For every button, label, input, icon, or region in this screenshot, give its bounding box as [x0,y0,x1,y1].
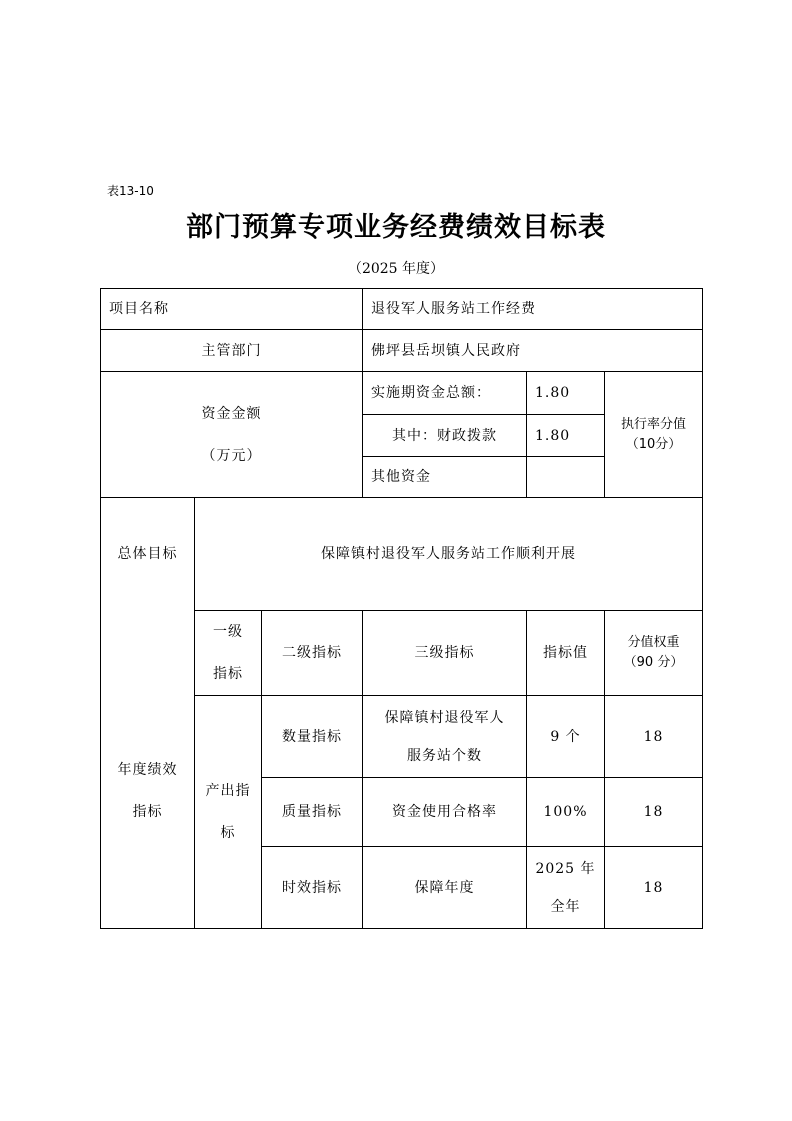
weight-cell: 18 [643,879,664,896]
indicator-value-cell [527,847,604,928]
total-funds-value: 1.80 [535,385,571,401]
weight-cell: 18 [643,804,664,820]
table-border-right [702,288,703,929]
level3-cell: 资金使用合格率 [392,804,497,820]
funds-label-line1: 资金金额 [201,405,262,422]
level2-cell: 数量指标 [282,728,342,745]
level3-header: 三级指标 [414,645,475,661]
table-border-bottom [100,928,703,929]
execution-rate-line2: （10分） [625,436,682,452]
table-code: 表13-10 [107,184,154,198]
overall-goal-value: 保障镇村退役军人服务站工作顺利开展 [321,546,576,562]
funds-label-line2: （万元） [201,447,262,464]
total-funds-label: 实施期资金总额： [371,385,491,401]
level3-line2: 服务站个数 [407,747,482,764]
weight-cell: 18 [643,728,664,745]
level1-header [195,611,261,695]
indicator-value-header: 指标值 [543,645,588,661]
other-funds-value [527,457,604,497]
other-funds-label: 其他资金 [371,469,431,485]
project-name-label: 项目名称 [109,301,169,317]
indicator-value-cell: 100% [543,804,588,820]
annual-indicators-line2: 指标 [132,803,163,820]
project-name-value: 退役军人服务站工作经费 [371,301,536,317]
annual-indicators-line1: 年度绩效 [117,761,178,778]
execution-rate-line1: 执行率分值 [620,416,686,432]
level2-cell: 时效指标 [282,879,342,896]
page-title: 部门预算专项业务经费绩效目标表 [186,212,606,243]
output-indicator-line2: 标 [220,825,236,841]
output-indicator-label [195,696,261,928]
level3-line1: 保障镇村退役军人 [384,709,505,726]
level3-cell: 保障年度 [414,879,475,896]
level1-header-line1: 一级 [213,624,243,640]
funds-label [101,372,362,497]
level2-header: 二级指标 [282,645,342,661]
indicator-value-cell: 9 个 [550,728,581,745]
weight-header [605,611,702,695]
weight-header-line1: 分值权重 [627,635,680,650]
weight-header-line2: （90 分） [623,655,684,670]
fiscal-funds-label: 其中：财政拨款 [392,427,497,444]
department-label: 主管部门 [201,342,262,359]
output-indicator-line1: 产出指 [205,783,251,799]
overall-goal-label: 总体目标 [117,546,178,562]
indicator-value-line1: 2025 年 [535,860,596,877]
level3-cell [363,696,526,777]
budget-year: （2025 年度） [347,261,445,277]
annual-indicators-label [101,611,194,928]
level2-cell: 质量指标 [282,804,342,820]
level1-header-line2: 指标 [213,666,243,682]
fiscal-funds-value: 1.80 [535,427,571,444]
department-value: 佛坪县岳坝镇人民政府 [371,342,521,359]
indicator-value-line2: 全年 [550,898,581,915]
execution-rate-score [605,372,702,497]
